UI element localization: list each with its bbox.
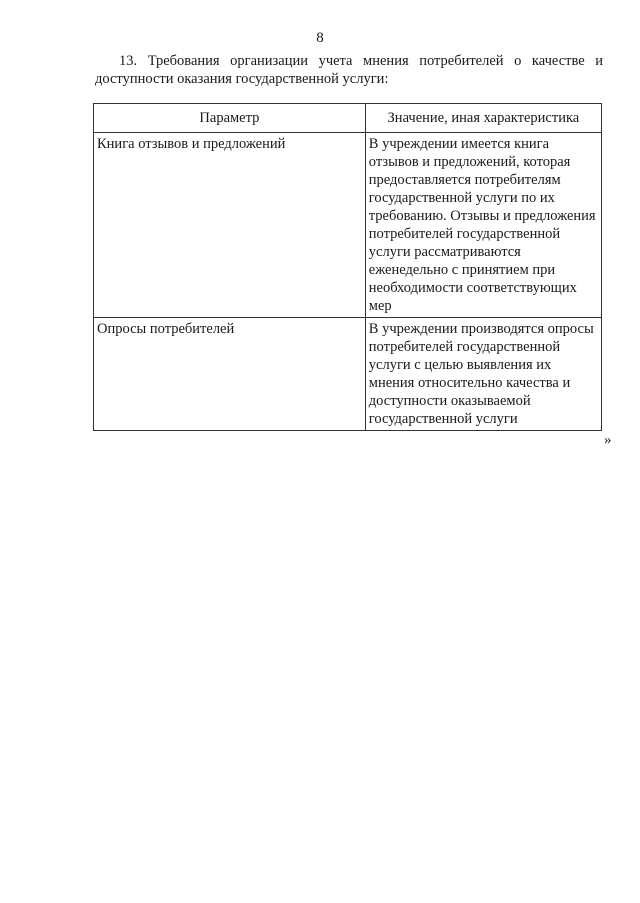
row-param-feedback-book: Книга отзывов и предложений [94,133,366,318]
closing-quote-mark: » [604,432,612,448]
section-13-intro: 13. Требования организации учета мнения потребителей о качестве и доступности оказания государственной услуги: [95,53,603,87]
table-row [94,133,602,318]
row-value-consumer-surveys: В учреждении производятся опросы потребителей государственной услуги с целью выявления их мнения относительно качества и доступности оказываемой государственной услуги [365,318,601,431]
page-number: 8 [316,30,324,46]
table-row [94,318,602,431]
row-param-consumer-surveys: Опросы потребителей [94,318,366,431]
header-parameter: Параметр [94,104,366,133]
header-value: Значение, иная характеристика [365,104,601,133]
table-header-row [94,104,602,133]
row-value-feedback-book: В учреждении имеется книга отзывов и предложений, которая предоставляется потребителям государственной услуги по их требованию. Отзывы и предложения потребителей государственной услуги рассматриваются еженедельно с принятием при необходимости соответствующих мер [365,133,601,318]
consumer-opinion-table [93,103,602,431]
